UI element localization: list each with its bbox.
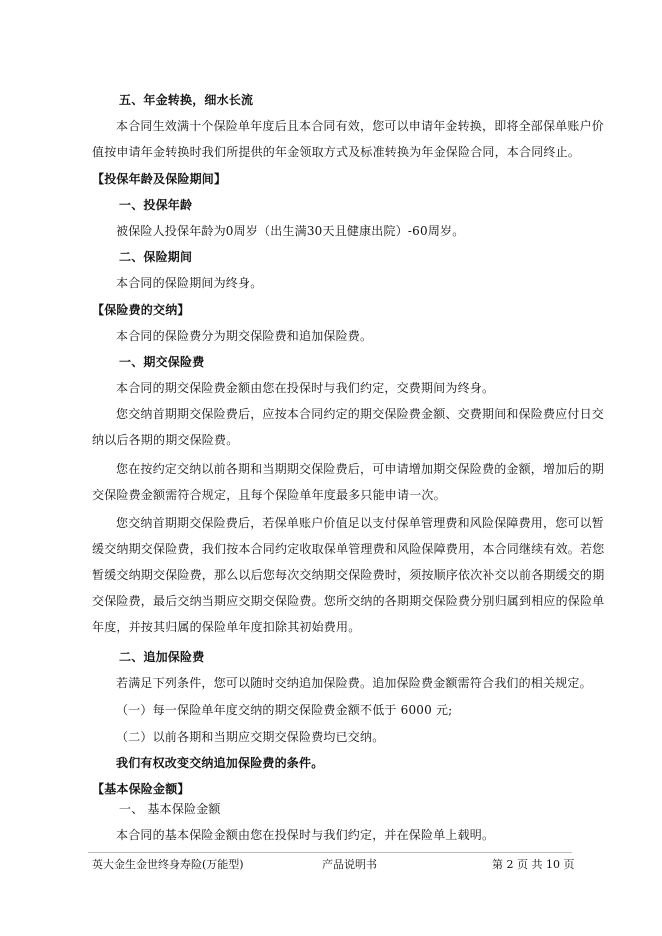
premium-heading: 【保险费的交纳】: [92, 303, 190, 317]
periodic-premium-p3-cont: 交保险费金额需符合规定，且每个保险单年度最多只能申请一次。: [92, 488, 446, 502]
age-period-heading: 【投保年龄及保险期间】: [92, 172, 227, 186]
basic-amount-heading: 【基本保险金额】: [92, 782, 190, 796]
basic-amount-text: 本合同的基本保险金额由您在投保时与我们约定，并在保险单上载明。: [116, 828, 495, 842]
insurance-period-subheading: 二、保险期间: [119, 250, 193, 264]
annuity-paragraph-cont: 值按申请年金转换时我们所提供的年金领取方式及标准转换为年金保险合同，本合同终止。: [92, 145, 581, 159]
annuity-paragraph: 本合同生效满十个保险单年度后且本合同有效，您可以申请年金转换，即将全部保单账户价: [116, 119, 605, 133]
insured-age-subheading: 一、投保年龄: [119, 198, 193, 212]
periodic-premium-p4-line2: 缓交纳期交保险费，我们按本合同约定收取保单管理费和风险保障费用，本合同继续有效。若您: [92, 542, 605, 556]
insurance-period-text: 本合同的保险期间为终身。: [116, 276, 263, 290]
section-annuity-heading: 五、年金转换，细水长流: [119, 93, 254, 107]
footer-doc-type: 产品说明书: [322, 858, 377, 871]
basic-amount-subheading: 一、 基本保险金额: [119, 802, 221, 816]
footer-divider: [88, 852, 572, 853]
insured-age-text: 被保险人投保年龄为0周岁（出生满30天且健康出院）-60周岁。: [116, 224, 465, 238]
periodic-premium-subheading: 一、期交保险费: [119, 355, 205, 369]
periodic-premium-p4: 您交纳首期期交保险费后，若保单账户价值足以支付保单管理费和风险保障费用，您可以暂: [116, 516, 605, 530]
additional-premium-condition-2: （二）以前各期和当期应交期交保险费均已交纳。: [116, 730, 385, 744]
premium-intro: 本合同的保险费分为期交保险费和追加保险费。: [116, 329, 373, 343]
additional-premium-note: 我们有权改变交纳追加保险费的条件。: [116, 756, 324, 770]
footer-product-name: 英大金生金世终身寿险(万能型): [92, 858, 244, 871]
additional-premium-p1: 若满足下列条件，您可以随时交纳追加保险费。追加保险费金额需符合我们的相关规定。: [116, 676, 592, 690]
periodic-premium-p4-line5: 年度，并按其归属的保险单年度扣除其初始费用。: [92, 620, 361, 634]
additional-premium-subheading: 二、追加保险费: [119, 650, 205, 664]
footer-page-number: 第 2 页 共 10 页: [492, 858, 575, 871]
periodic-premium-p4-line4: 交保险费，最后交纳当期应交期交保险费。您所交纳的各期期交保险费分别归属到相应的保险单: [92, 594, 605, 608]
periodic-premium-p4-line3: 暂缓交纳期交保险费，那么以后您每次交纳期交保险费时，须按顺序依次补交以前各期缓交的期: [92, 568, 605, 582]
periodic-premium-p2-cont: 纳以后各期的期交保险费。: [92, 433, 239, 447]
additional-premium-condition-1: （一）每一保险单年度交纳的期交保险费金额不低于 6000 元;: [116, 703, 453, 717]
periodic-premium-p2: 您交纳首期期交保险费后，应按本合同约定的期交保险费金额、交费期间和保险费应付日交: [116, 407, 605, 421]
periodic-premium-p1: 本合同的期交保险费金额由您在投保时与我们约定，交费期间为终身。: [116, 381, 495, 395]
periodic-premium-p3: 您在按约定交纳以前各期和当期期交保险费后，可申请增加期交保险费的金额，增加后的期: [116, 462, 605, 476]
